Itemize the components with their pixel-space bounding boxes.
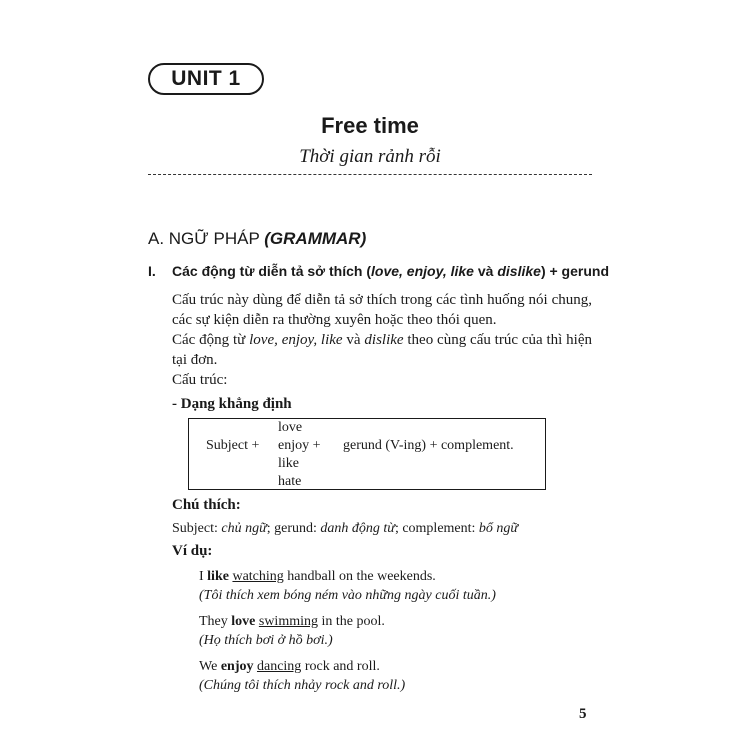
note-detail <box>172 521 518 537</box>
paragraph-usage: Cấu trúc này dùng để diễn tả sở thích trong các tình huống nói chung, các sự kiện diễn ra thường xuyên hoặc theo thói quen. <box>172 292 592 328</box>
para2-before: Các động từ <box>172 332 250 348</box>
note-term: ; gerund: <box>266 521 321 536</box>
note-term: ; complement: <box>394 521 479 536</box>
subsection-connector: và <box>473 263 498 279</box>
para2-after: theo cùng cấu trúc của thì hiện tại đơn. <box>172 332 592 368</box>
structure-verb: hate <box>278 474 302 489</box>
example-gerund: watching <box>232 569 284 584</box>
structure-verbs <box>278 419 321 491</box>
example-rest: handball on the weekends. <box>283 569 436 584</box>
subsection-text: Các động từ diễn tả sở thích ( <box>172 263 371 279</box>
examples-label: Ví dụ: <box>172 543 213 559</box>
subsection-gerund: ) + gerund <box>540 263 609 279</box>
structure-verb: love <box>278 420 303 435</box>
example-translation: (Tôi thích xem bóng ném vào những ngày cuối tuần.) <box>199 588 496 603</box>
subsection-italic-dislike: dislike <box>497 263 541 279</box>
example-translation: (Họ thích bơi ở hồ bơi.) <box>199 633 333 648</box>
example-translation: (Chúng tôi thích nhảy rock and roll.) <box>199 678 406 693</box>
para2-italic-dislike: dislike <box>364 332 404 348</box>
structure-subject: Subject + <box>206 438 260 453</box>
example-item <box>199 657 405 695</box>
example-item <box>199 567 496 605</box>
example-verb: like <box>207 569 229 584</box>
paragraph-verbs <box>172 330 592 370</box>
example-verb: love <box>231 614 256 629</box>
para2-italic-verbs: love, enjoy, like <box>249 332 343 348</box>
page-number: 5 <box>579 706 587 722</box>
example-subject: I <box>199 569 208 584</box>
example-gerund: dancing <box>256 659 302 674</box>
example-rest: in the pool. <box>318 614 385 629</box>
example-gerund: swimming <box>258 614 318 629</box>
para2-connector: và <box>342 332 365 348</box>
page-subtitle: Thời gian rảnh rỗi <box>299 146 441 167</box>
structure-label: Cấu trúc: <box>172 372 228 388</box>
subsection-italic-verbs: love, enjoy, like <box>371 263 474 279</box>
structure-verb: like <box>278 456 299 471</box>
example-subject: They <box>199 614 232 629</box>
note-meaning: bổ ngữ <box>478 521 519 536</box>
subsection-heading <box>148 263 609 279</box>
subsection-number: I. <box>148 263 156 279</box>
unit-badge <box>148 63 264 95</box>
section-heading-grammar <box>148 229 366 249</box>
note-meaning: danh động từ <box>320 521 395 536</box>
note-label: Chú thích: <box>172 497 241 513</box>
example-verb: enjoy <box>220 659 254 674</box>
structure-rest: gerund (V-ing) + complement. <box>343 438 514 453</box>
unit-label: UNIT 1 <box>171 67 241 90</box>
section-heading-italic: (GRAMMAR) <box>264 229 367 248</box>
example-subject: We <box>199 659 221 674</box>
example-item <box>199 612 385 650</box>
note-term: Subject: <box>172 521 222 536</box>
page-title: Free time <box>321 113 419 138</box>
dashed-divider <box>148 174 592 175</box>
example-rest: rock and roll. <box>301 659 380 674</box>
section-heading-text: A. NGỮ PHÁP <box>148 229 265 248</box>
structure-box <box>188 418 546 490</box>
note-meaning: chủ ngữ <box>221 521 267 536</box>
structure-verb: enjoy + <box>278 438 321 453</box>
affirmative-label: - Dạng khẳng định <box>172 396 292 412</box>
